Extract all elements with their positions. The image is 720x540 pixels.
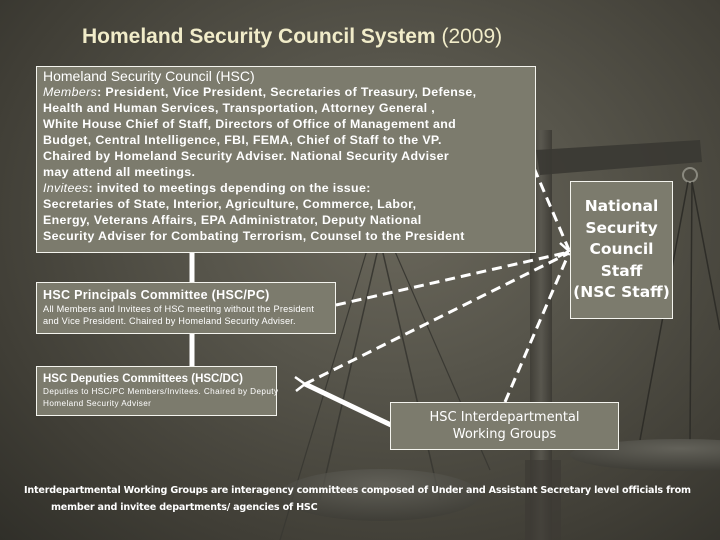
interdepartmental-working-groups-box [390, 402, 619, 450]
nsc-staff-box [570, 181, 673, 319]
members-label: Members [43, 85, 98, 99]
hsc-line: Budget, Central Intelligence, FBI, FEMA, Chief of Staff to the VP. [43, 133, 442, 147]
hsc-box [36, 66, 536, 253]
hsc-line: Energy, Veterans Affairs, EPA Administrator, Deputy National [43, 213, 422, 227]
hsc-line: may attend all meetings. [43, 165, 196, 179]
nsc-line: National [584, 197, 659, 215]
dc-line: Deputies to HSC/PC Members/Invitees. Chaired by Deputy [43, 387, 279, 396]
title-year: (2009) [441, 25, 503, 48]
nsc-line: Security [585, 218, 658, 237]
hsc-line: Chaired by Homeland Security Adviser. National Security Adviser [43, 149, 450, 163]
page-title [82, 25, 502, 49]
dc-line: Homeland Security Adviser [43, 398, 152, 408]
principals-committee-box [36, 282, 336, 334]
hsc-line: Health and Human Services, Transportation, Attorney General , [43, 101, 436, 115]
pc-line: and Vice President. Chaired by Homeland Security Adviser. [43, 316, 296, 326]
pc-heading: HSC Principals Committee (HSC/PC) [43, 288, 270, 302]
iwg-line: HSC Interdepartmental [429, 410, 580, 425]
deputies-committees-box [36, 366, 277, 416]
hsc-line: Secretaries of State, Interior, Agriculture, Commerce, Labor, [43, 197, 417, 211]
footnote-line-1: Interdepartmental Working Groups are interagency committees composed of Under and Assistant Secretary level officials from [24, 485, 691, 496]
iwg-line: Working Groups [452, 427, 557, 442]
hsc-heading: Homeland Security Council (HSC) [43, 68, 255, 84]
dc-heading: HSC Deputies Committees (HSC/DC) [43, 373, 243, 385]
hsc-line: Security Adviser for Combating Terrorism, Counsel to the President [43, 229, 465, 243]
nsc-line: (NSC Staff) [573, 283, 670, 301]
invitees-label: Invitees [43, 181, 89, 195]
hsc-line: White House Chief of Staff, Directors of Office of Management and [43, 117, 457, 131]
footnote-line-2: member and invitee departments/ agencies of HSC [51, 502, 318, 513]
nsc-line: Council [589, 240, 654, 258]
hsc-line: Members: President, Vice President, Secretaries of Treasury, Defense, [43, 85, 477, 99]
nsc-line: Staff [600, 261, 643, 280]
pc-line: All Members and Invitees of HSC meeting without the President [43, 304, 315, 314]
hsc-line: Invitees: invited to meetings depending on the issue: [43, 181, 371, 195]
title-main: Homeland Security Council System [82, 25, 436, 48]
